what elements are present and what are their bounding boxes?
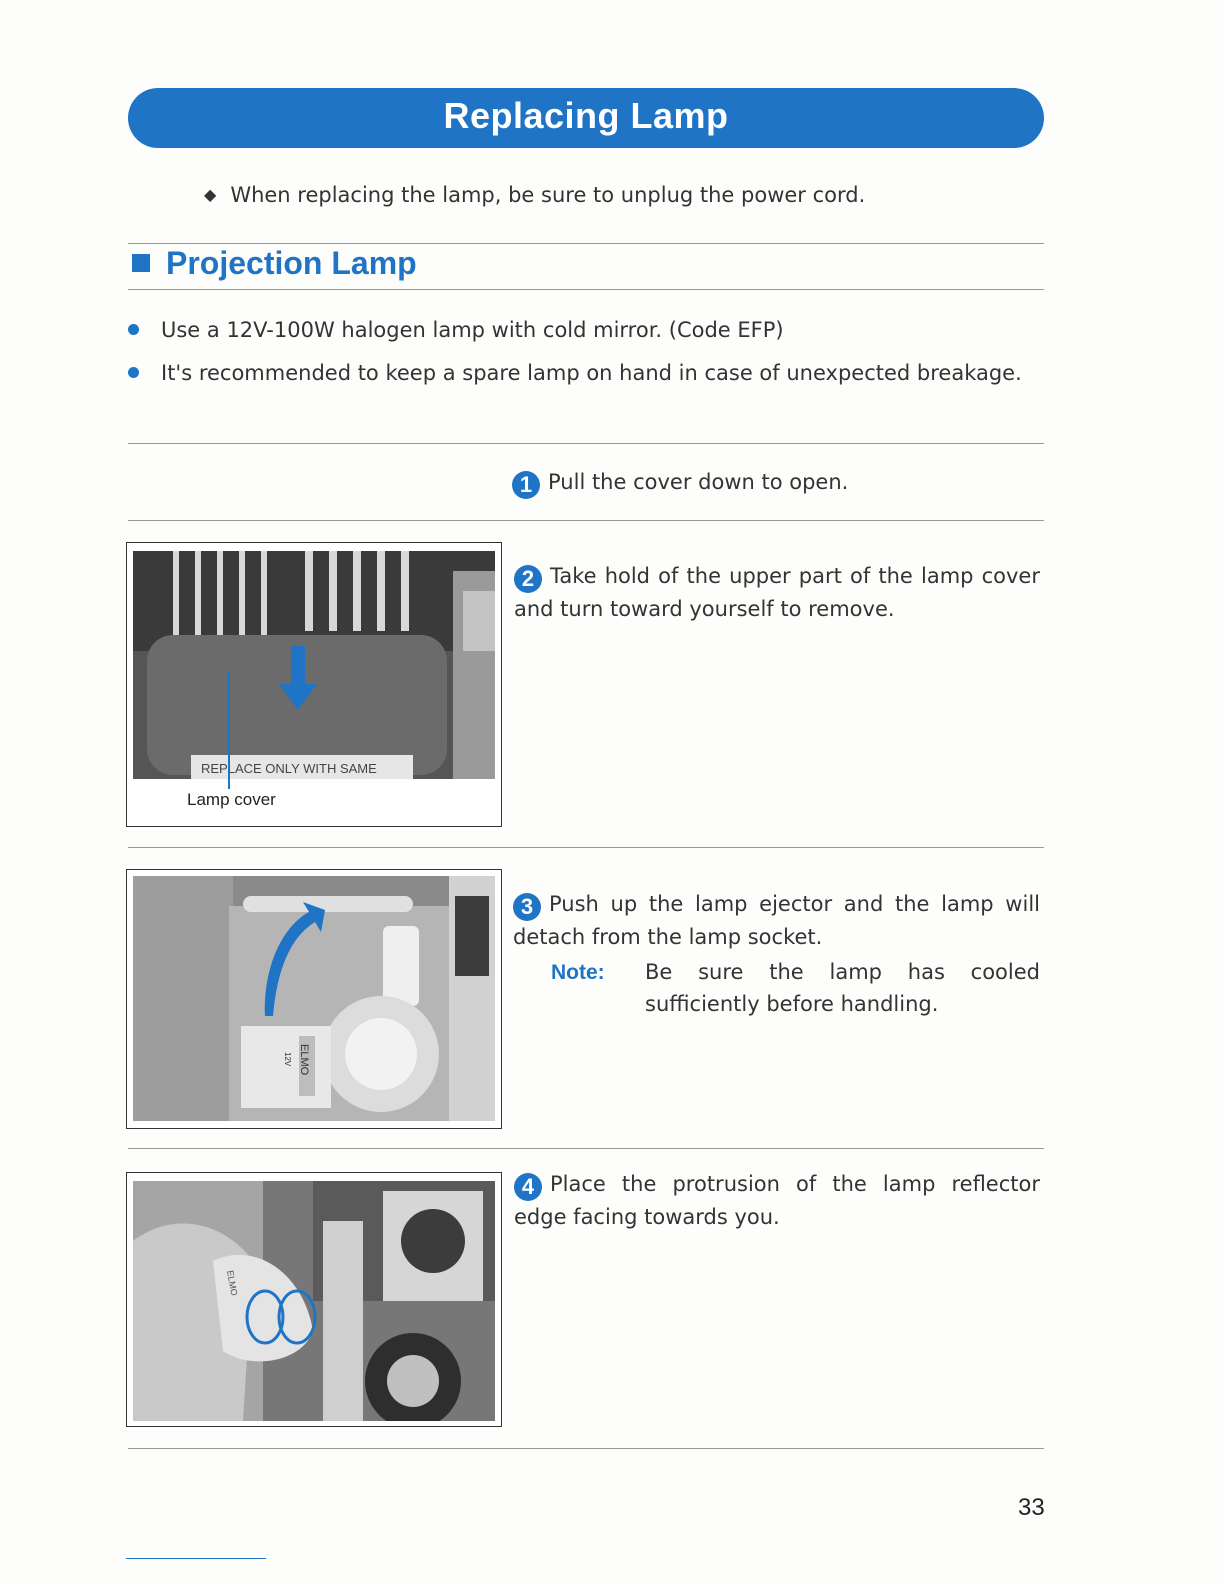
list-item-text: It's recommended to keep a spare lamp on hand in case of unexpected breakage.	[161, 361, 1022, 385]
photo-illustration	[133, 551, 495, 779]
lamp-brand-text: ELMO	[298, 1044, 310, 1076]
note-label	[551, 956, 641, 989]
photo-lamp-ejector	[133, 876, 495, 1121]
section-title	[132, 245, 417, 282]
list-item	[128, 318, 784, 342]
step-text: Push up the lamp ejector and the lamp will detach from the lamp socket.	[513, 892, 1040, 949]
caption-leader-line	[228, 779, 230, 789]
step-4	[514, 1168, 1040, 1233]
square-bullet-icon	[132, 254, 150, 272]
photo-illustration	[133, 876, 495, 1121]
figure-lamp-cover	[126, 542, 502, 827]
bullet-dot-icon	[128, 367, 139, 378]
step-number-badge: 4	[514, 1173, 542, 1201]
note-label-text: Note:	[551, 961, 605, 984]
step-3	[513, 888, 1040, 953]
lamp-brand-text: ELMO	[225, 1269, 240, 1297]
list-item	[128, 361, 1022, 385]
step-text: Take hold of the upper part of the lamp cover and turn toward yourself to remove.	[514, 564, 1040, 621]
page-number: 33	[1018, 1494, 1045, 1521]
divider	[128, 289, 1044, 290]
step-text: Pull the cover down to open.	[548, 470, 849, 494]
page-title-banner: Replacing Lamp	[128, 88, 1044, 148]
footer-rule	[126, 1558, 266, 1559]
divider	[128, 1148, 1044, 1149]
divider	[128, 1448, 1044, 1449]
list-item-text: Use a 12V-100W halogen lamp with cold mirror. (Code EFP)	[161, 318, 784, 342]
figure-caption: Lamp cover	[187, 790, 276, 809]
step-1	[512, 466, 1042, 499]
step-number-badge: 3	[513, 893, 541, 921]
step-text: Place the protrusion of the lamp reflector edge facing towards you.	[514, 1172, 1040, 1229]
warning-note	[204, 183, 865, 207]
figure-lamp-reflector	[126, 1172, 502, 1427]
diamond-icon: ◆	[204, 185, 217, 204]
lamp-sticker-text: REPLACE ONLY WITH SAME	[201, 761, 377, 776]
section-title-text: Projection Lamp	[166, 245, 417, 281]
step-number-badge: 2	[514, 565, 542, 593]
bullet-dot-icon	[128, 324, 139, 335]
divider	[128, 443, 1044, 444]
divider	[128, 520, 1044, 521]
step-number-badge: 1	[512, 471, 540, 499]
figure-lamp-ejector	[126, 869, 502, 1129]
photo-lamp-reflector	[133, 1181, 495, 1421]
note-text: Be sure the lamp has cooled sufficiently before handling.	[645, 960, 1040, 1016]
lamp-voltage-text: 12V	[283, 1052, 292, 1067]
divider	[128, 847, 1044, 848]
divider	[128, 243, 1044, 244]
warning-text: When replacing the lamp, be sure to unplug the power cord.	[230, 183, 866, 207]
photo-lamp-cover	[133, 551, 495, 779]
step-2	[514, 560, 1040, 625]
photo-illustration	[133, 1181, 495, 1421]
